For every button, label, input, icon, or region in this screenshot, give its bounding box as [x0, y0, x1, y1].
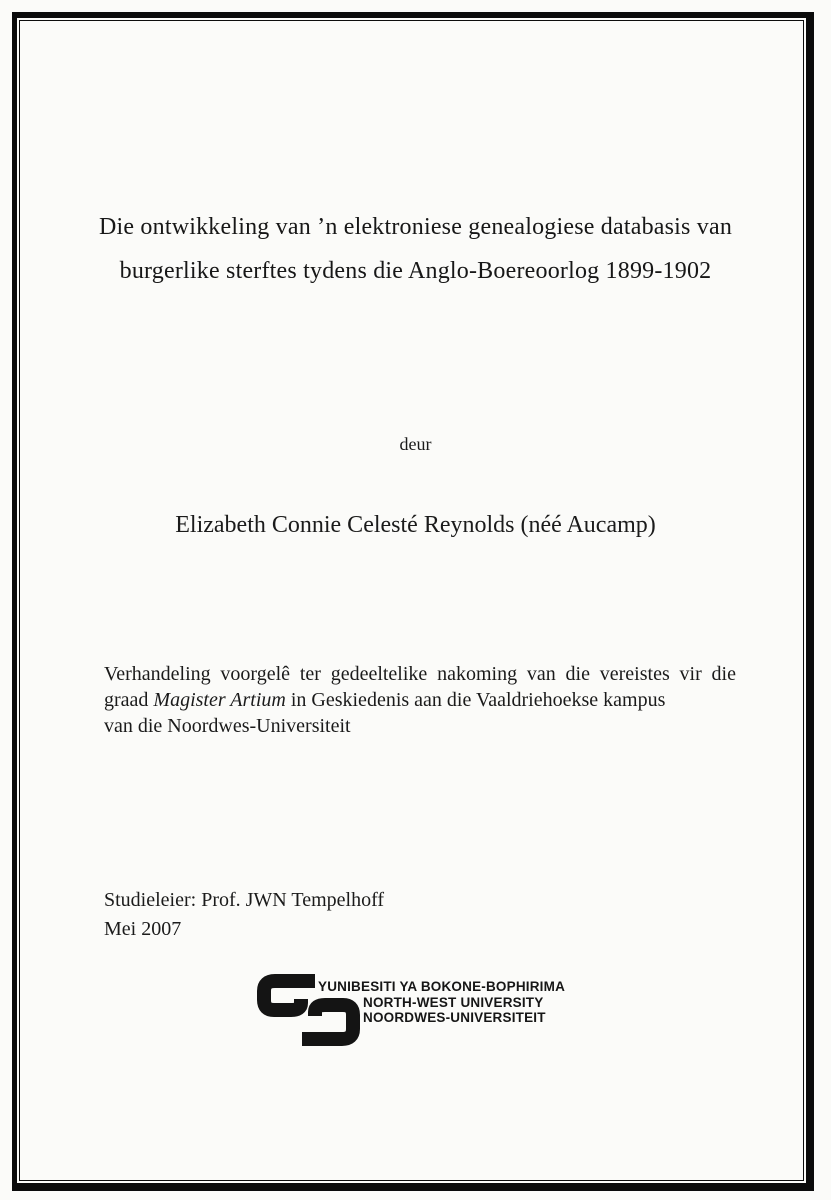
supervisor-line: Studieleier: Prof. JWN Tempelhoff — [104, 889, 385, 911]
date-line: Mei 2007 — [104, 918, 182, 940]
logo-line-setswana: YUNIBESITI YA BOKONE-BOPHIRIMA — [318, 979, 566, 994]
university-logo-text — [318, 979, 565, 1026]
byline-label: deur — [399, 434, 432, 454]
degree-statement-line2: graad Magister Artium in Geskiedenis aan die Vaaldriehoekse kampus — [104, 689, 666, 711]
logo-line-english: NORTH-WEST UNIVERSITY — [363, 994, 544, 1010]
university-logo — [255, 972, 595, 1054]
degree-statement-line3: van die Noordwes-Universiteit — [104, 715, 351, 737]
thesis-title-line1: Die ontwikkeling van ’n elektroniese genealogiese databasis van — [98, 214, 733, 240]
thesis-title-line2: burgerlike sterftes tydens die Anglo-Boereoorlog 1899-1902 — [119, 258, 712, 284]
logo-line-afrikaans: NOORDWES-UNIVERSITEIT — [363, 1010, 546, 1025]
thesis-title — [0, 205, 831, 293]
degree-statement — [104, 661, 736, 739]
degree-statement-line1: Verhandeling voorgelê ter gedeeltelike nakoming van die vereistes vir die — [104, 663, 736, 685]
author-name: Elizabeth Connie Celesté Reynolds (néé Aucamp) — [175, 512, 656, 538]
supervisor-block — [104, 886, 384, 944]
